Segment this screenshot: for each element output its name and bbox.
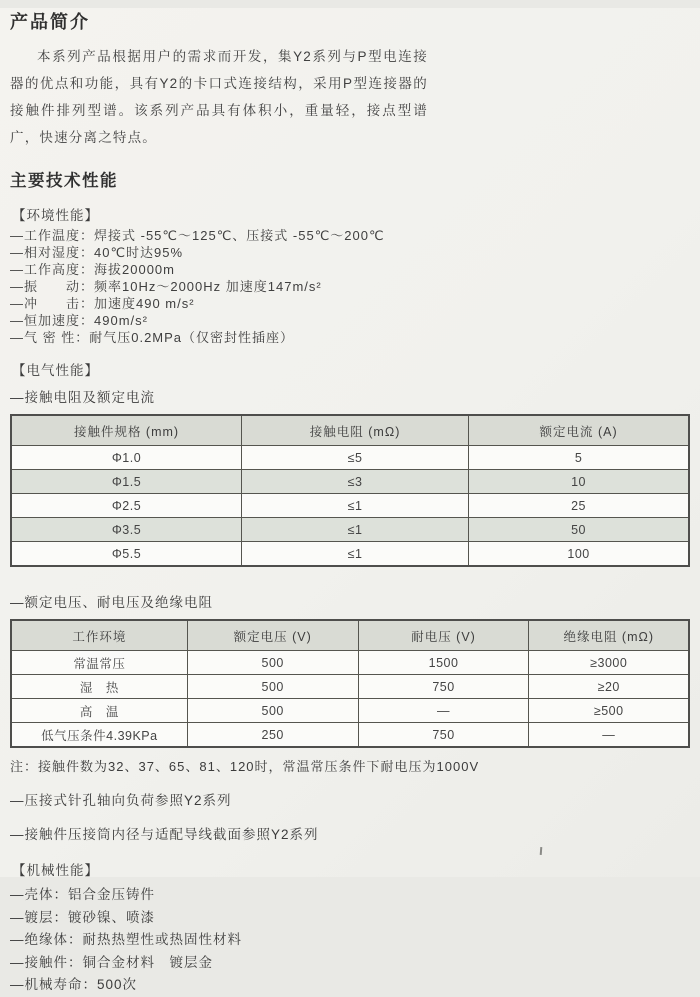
table-row <box>11 470 689 494</box>
table-cell: 10 <box>469 470 689 494</box>
table-row <box>11 699 689 723</box>
tech-performance-heading: 主要技术性能 <box>10 172 118 190</box>
table-note: 注：接触件数为32、37、65、81、120时，常温常压条件下耐电压为1000V <box>10 759 480 774</box>
table-cell: Φ1.0 <box>11 446 242 470</box>
table-row <box>11 542 689 567</box>
contact-resistance-table <box>10 414 690 567</box>
table-cell: ≤1 <box>242 494 469 518</box>
table-row <box>11 723 689 748</box>
environment-spec-line: —恒加速度：490m/s² <box>10 313 148 328</box>
environment-section-heading: 【环境性能】 <box>12 208 99 223</box>
environment-spec-line: —振 动：频率10Hz～2000Hz 加速度147m/s² <box>10 279 322 294</box>
scanned-document-page <box>0 8 700 992</box>
table-cell: ≥3000 <box>529 651 689 675</box>
mechanical-spec-line: —绝缘体：耐热热塑性或热固性材料 <box>10 932 242 947</box>
table-cell: Φ2.5 <box>11 494 242 518</box>
table-row <box>11 651 689 675</box>
environment-spec-line: —气 密 性：耐气压0.2MPa（仅密封性插座） <box>10 330 295 345</box>
table-header-cell: 额定电流 (A) <box>469 415 689 446</box>
table-row <box>11 675 689 699</box>
environment-spec-line: —冲 击：加速度490 m/s² <box>10 296 195 311</box>
table-cell: 750 <box>358 675 529 699</box>
table-cell: 750 <box>358 723 529 748</box>
table-cell: 500 <box>187 651 358 675</box>
table-header-cell: 额定电压 (V) <box>187 620 358 651</box>
table-cell: 500 <box>187 675 358 699</box>
electrical-section-heading: 【电气性能】 <box>12 363 99 378</box>
intro-paragraph: 本系列产品根据用户的需求而开发，集Y2系列与P型电连接器的优点和功能，具有Y2的卡口式连接结构，采用P型连接器的接触件排列型谱。该系列产品具有体积小，重量轻，接点型谱广，快速分离之特点。 <box>10 49 428 145</box>
table-header-cell: 绝缘电阻 (mΩ) <box>529 620 689 651</box>
table-cell: 低气压条件4.39KPa <box>11 723 187 748</box>
reference-line: —接触件压接筒内径与适配导线截面参照Y2系列 <box>10 827 319 842</box>
table-row <box>11 494 689 518</box>
table-cell: ≤1 <box>242 542 469 567</box>
table-header-row <box>11 415 689 446</box>
table-header-cell: 工作环境 <box>11 620 187 651</box>
table-cell: — <box>529 723 689 748</box>
table-cell: 常温常压 <box>11 651 187 675</box>
table-cell: — <box>358 699 529 723</box>
mechanical-spec-line: —接触件：铜合金材料 镀层金 <box>10 954 213 970</box>
mechanical-spec-list <box>10 884 700 997</box>
table-header-row <box>11 620 689 651</box>
page-title: 产品简介 <box>10 12 90 32</box>
table-cell: Φ1.5 <box>11 470 242 494</box>
table-cell: ≤3 <box>242 470 469 494</box>
table-cell: 100 <box>469 542 689 567</box>
table-cell: 5 <box>469 446 689 470</box>
table-cell: 25 <box>469 494 689 518</box>
voltage-table <box>10 619 690 748</box>
table-row <box>11 446 689 470</box>
table-cell: ≥500 <box>529 699 689 723</box>
table-cell: ≥20 <box>529 675 689 699</box>
reference-line: —压接式针孔轴向负荷参照Y2系列 <box>10 793 232 808</box>
environment-spec-line: —相对湿度：40℃时达95% <box>10 245 184 260</box>
table-cell: ≤5 <box>242 446 469 470</box>
environment-spec-line: —工作高度：海拔20000m <box>10 262 175 277</box>
table-cell: Φ5.5 <box>11 542 242 567</box>
table-cell: 1500 <box>358 651 529 675</box>
scan-artifact-mark <box>540 847 543 855</box>
table-cell: 50 <box>469 518 689 542</box>
table-cell: 500 <box>187 699 358 723</box>
environment-spec-list <box>10 227 700 346</box>
mechanical-spec-line: —镀层：镀砂镍、喷漆 <box>10 909 155 925</box>
table-cell: 高 温 <box>11 699 187 723</box>
environment-spec-line: —工作温度：焊接式 -55℃～125℃、压接式 -55℃～200℃ <box>10 228 385 243</box>
voltage-caption: —额定电压、耐电压及绝缘电阻 <box>10 595 213 610</box>
contact-resistance-caption: —接触电阻及额定电流 <box>10 390 155 405</box>
table-cell: Φ3.5 <box>11 518 242 542</box>
mechanical-spec-line: —机械寿命：500次 <box>10 977 138 992</box>
table-header-cell: 接触件规格 (mm) <box>11 415 242 446</box>
mechanical-section-heading: 【机械性能】 <box>12 863 99 878</box>
table-cell: 湿 热 <box>11 675 187 699</box>
reference-list <box>0 789 700 843</box>
table-cell: 250 <box>187 723 358 748</box>
table-cell: ≤1 <box>242 518 469 542</box>
mechanical-spec-line: —壳体：铝合金压铸件 <box>10 887 155 902</box>
table-header-cell: 耐电压 (V) <box>358 620 529 651</box>
table-row <box>11 518 689 542</box>
table-header-cell: 接触电阻 (mΩ) <box>242 415 469 446</box>
